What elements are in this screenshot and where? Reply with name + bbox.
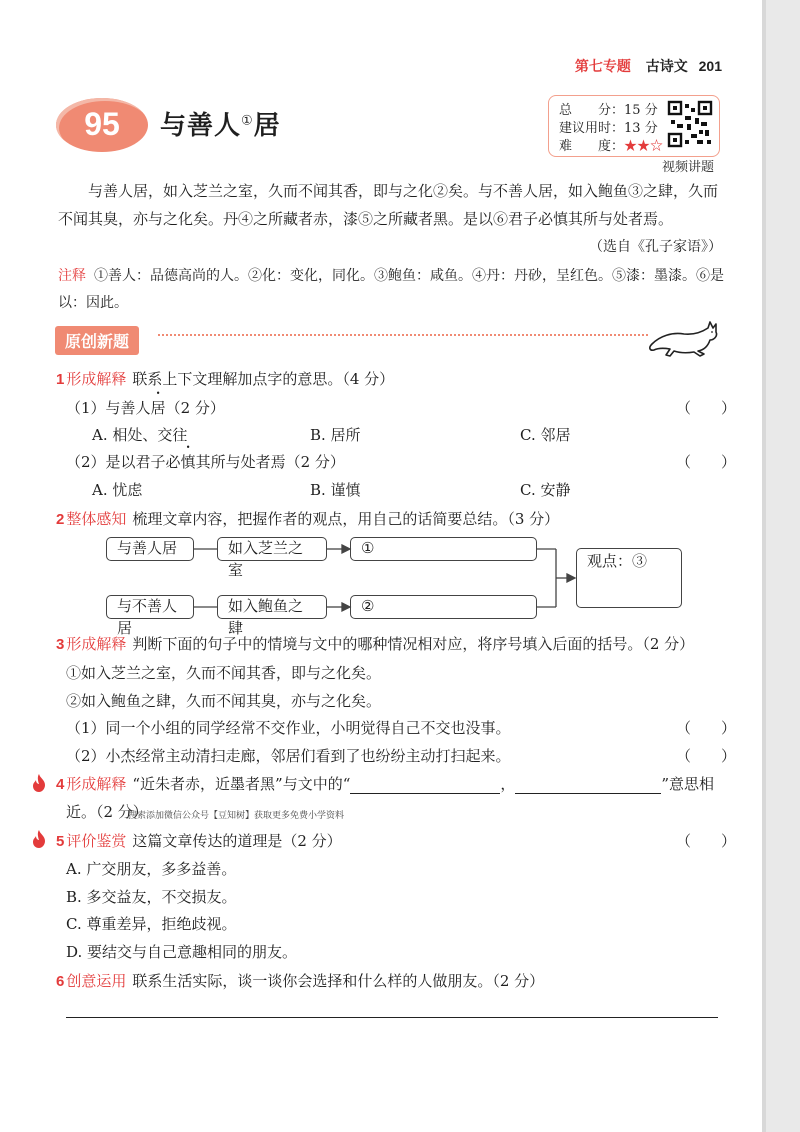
difficulty-label: 难 度： — [559, 139, 625, 154]
passage-source: （选自《孔子家语》） — [589, 239, 722, 255]
q1-sub1-option-a[interactable]: A. 相处、交往 — [92, 426, 188, 444]
q4-stem-b: ”意思相 — [661, 775, 715, 793]
q3-sub1: （1）同一个小组的同学经常不交作业，小明觉得自己不交也没事。 — [66, 719, 511, 737]
q3-sub2: （2）小杰经常主动清扫走廊，邻居们看到了也纷纷主动打扫起来。 — [66, 747, 511, 765]
q4-separator: ， — [500, 775, 516, 793]
notes-text: ①善人：品德高尚的人。②化：变化，同化。③鲍鱼：咸鱼。④丹：丹砂，呈红色。⑤漆：墨漆。⑥是以：因此。 — [58, 268, 724, 311]
q1-sub2-option-a[interactable]: A. 忧虑 — [92, 481, 143, 499]
lesson-number: 95 — [84, 106, 120, 142]
q5-option-a[interactable]: A. 广交朋友，多多益善。 — [66, 860, 237, 878]
q3-choice-1: ①如入芝兰之室，久而不闻其香，即与之化矣。 — [66, 664, 382, 682]
q2-stem: 梳理文章内容，把握作者的观点，用自己的话简要总结。（3 分） — [132, 510, 560, 528]
q1-type: 形成解释 — [66, 371, 127, 388]
q4-stem-c: 近。（2 分） — [66, 803, 148, 821]
lesson-title-end: 居 — [253, 111, 281, 141]
section-title: 原创新题 — [55, 326, 139, 355]
question-3 — [56, 633, 694, 654]
q1-sub2-post: 其所与处者焉（2 分） — [195, 453, 345, 471]
question-6 — [56, 970, 544, 991]
q5-option-b[interactable]: B. 多交益友，不交损友。 — [66, 888, 237, 906]
q3-stem: 判断下面的句子中的情境与文中的哪种情况相对应，将序号填入后面的括号。（2 分） — [132, 635, 695, 653]
q3-sub1-answer-box[interactable]: （ ） — [676, 719, 737, 737]
q1-sub2-option-b[interactable]: B. 谨慎 — [310, 481, 361, 499]
q5-answer-box[interactable]: （ ） — [676, 832, 737, 850]
q1-sub1-option-c[interactable]: C. 邻居 — [520, 426, 571, 444]
q1-sub2-option-c[interactable]: C. 安静 — [520, 481, 571, 499]
q2-blank-viewpoint[interactable]: 观点：③ — [576, 548, 682, 608]
qr-caption: 视频讲题 — [662, 160, 715, 175]
q2-box-bad-people: 与不善人居 — [106, 595, 194, 619]
q5-option-c[interactable]: C. 尊重差异，拒绝歧视。 — [66, 915, 237, 933]
q4-stem-a: “近朱者赤，近墨者黑”与文中的“ — [132, 775, 351, 793]
q2-number: 2 — [56, 511, 65, 528]
q2-type: 整体感知 — [66, 511, 127, 528]
page-number: 201 — [698, 58, 722, 74]
total-value: 15 分 — [624, 103, 658, 118]
question-4 — [56, 773, 722, 794]
q1-number: 1 — [56, 371, 65, 388]
q2-box-fish-shop: 如入鲍鱼之肆 — [217, 595, 327, 619]
q2-blank-2[interactable]: ② — [350, 595, 537, 619]
chapter-label: 第七专题 — [574, 58, 631, 74]
q5-stem: 这篇文章传达的道理是（2 分） — [132, 832, 342, 850]
time-value: 13 分 — [624, 121, 658, 136]
q4-type: 形成解释 — [66, 776, 127, 793]
time-label: 建议用时： — [559, 121, 625, 136]
q4-blank-1[interactable] — [350, 777, 500, 794]
question-5 — [56, 830, 342, 851]
q5-type: 评价鉴赏 — [66, 833, 127, 850]
q4-blank-2[interactable] — [515, 777, 661, 794]
q1-sub1-dotted-char: 居 — [150, 399, 166, 417]
passage-text: 与善人居，如入芝兰之室，久而不闻其香，即与之化②矣。与不善人居，如入鲍鱼③之肆，久而不闻其臭，亦与之化矣。丹④之所藏者赤，漆⑤之所藏者黑。是以⑥君子必慎其所与处者焉。 — [58, 182, 719, 228]
q3-sub2-answer-box[interactable]: （ ） — [676, 747, 737, 765]
q1-sub1-post: （2 分） — [165, 399, 225, 417]
subject-label: 古诗文 — [645, 58, 688, 74]
lesson-title-note: ① — [241, 113, 254, 129]
q6-type: 创意运用 — [66, 973, 127, 990]
difficulty-stars-icon: ★★☆ — [624, 139, 664, 154]
q5-number: 5 — [56, 833, 65, 850]
q6-number: 6 — [56, 973, 65, 990]
q6-answer-line[interactable] — [66, 1017, 718, 1018]
q1-sub1-answer-box[interactable]: （ ） — [676, 399, 737, 417]
q4-number: 4 — [56, 776, 65, 793]
total-label: 总 分： — [559, 103, 625, 118]
q2-box-orchid-room: 如入芝兰之室 — [217, 537, 327, 561]
q3-number: 3 — [56, 636, 65, 653]
flame-icon — [32, 830, 46, 848]
q3-type: 形成解释 — [66, 636, 127, 653]
notes-label: 注释 — [58, 267, 86, 283]
flame-icon — [32, 774, 46, 792]
q6-stem: 联系生活实际，谈一谈你会选择和什么样的人做朋友。（2 分） — [132, 972, 545, 990]
q1-stem: 联系上下文理解加点字的意思。（4 分） — [132, 370, 395, 388]
q2-blank-1[interactable]: ① — [350, 537, 537, 561]
q1-sub1-option-b[interactable]: B. 居所 — [310, 426, 361, 444]
q3-choice-2: ②如入鲍鱼之肆，久而不闻其臭，亦与之化矣。 — [66, 692, 382, 710]
q1-sub2-dotted-char: 慎 — [180, 453, 196, 471]
lesson-title-text: 与善人 — [160, 111, 242, 141]
q1-sub2-pre: （2）是以君子必 — [66, 453, 181, 471]
watermark-text: 搜索添加微信公众号【豆知树】获取更多免费小学资料 — [128, 811, 345, 821]
q2-box-good-people: 与善人居 — [106, 537, 194, 561]
q1-sub1-pre: （1）与善人 — [66, 399, 151, 417]
q1-sub2-answer-box[interactable]: （ ） — [676, 453, 737, 471]
q5-option-d[interactable]: D. 要结交与自己意趣相同的朋友。 — [66, 943, 298, 961]
